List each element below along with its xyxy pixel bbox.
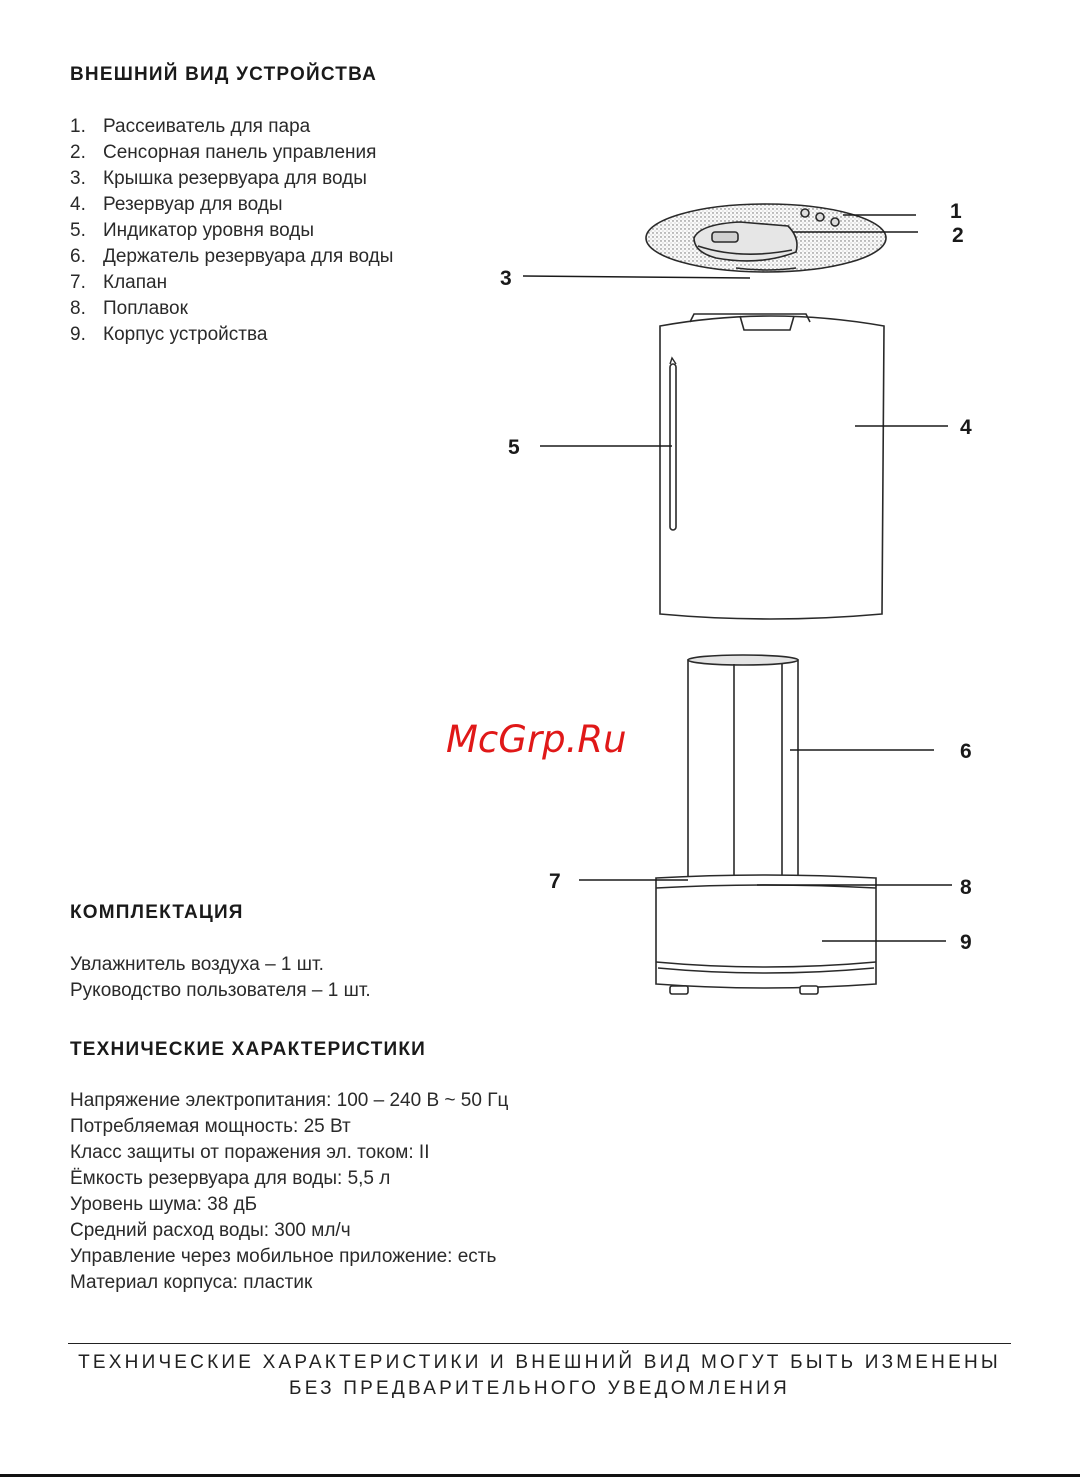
callout-4: 4: [960, 416, 972, 439]
item-number: 7.: [70, 272, 86, 293]
spec-row: Ёмкость резервуара для воды: 5,5 л: [70, 1168, 391, 1189]
item-number: 5.: [70, 220, 86, 241]
item-number: 3.: [70, 168, 86, 189]
callout-1: 1: [950, 200, 962, 223]
holder-part: [688, 655, 798, 890]
item-number: 1.: [70, 116, 86, 137]
callout-7: 7: [549, 870, 561, 893]
specs-heading: ТЕХНИЧЕСКИЕ ХАРАКТЕРИСТИКИ: [70, 1039, 427, 1060]
footer-line-2: БЕЗ ПРЕДВАРИТЕЛЬНОГО УВЕДОМЛЕНИЯ: [289, 1378, 790, 1399]
watermark: McGrp.Ru: [446, 718, 627, 761]
footer-divider: [68, 1343, 1011, 1344]
footer-note: [68, 1350, 1011, 1402]
callout-8: 8: [960, 876, 972, 899]
spec-row: Управление через мобильное приложение: есть: [70, 1246, 497, 1267]
item-text: Корпус устройства: [103, 324, 268, 345]
spec-row: Потребляемая мощность: 25 Вт: [70, 1116, 351, 1137]
spec-row: Напряжение электропитания: 100 – 240 В ~ 50 Гц: [70, 1090, 509, 1111]
leader-line-3: [523, 276, 750, 278]
callout-3: 3: [500, 267, 512, 290]
callout-9: 9: [960, 931, 972, 954]
package-heading: КОМПЛЕКТАЦИЯ: [70, 902, 244, 923]
spec-row: Средний расход воды: 300 мл/ч: [70, 1220, 351, 1241]
base-part: [656, 875, 876, 994]
tank-part: [660, 314, 884, 619]
item-number: 9.: [70, 324, 86, 345]
item-text: Поплавок: [103, 298, 188, 319]
item-number: 6.: [70, 246, 86, 267]
item-number: 4.: [70, 194, 86, 215]
item-text: Сенсорная панель управления: [103, 142, 377, 163]
item-text: Держатель резервуара для воды: [103, 246, 394, 267]
spec-row: Материал корпуса: пластик: [70, 1272, 313, 1293]
appearance-heading: ВНЕШНИЙ ВИД УСТРОЙСТВА: [70, 64, 377, 85]
callout-5: 5: [508, 436, 520, 459]
lid-part: [646, 204, 886, 272]
item-text: Крышка резервуара для воды: [103, 168, 367, 189]
list-item: Руководство пользователя – 1 шт.: [70, 980, 371, 1001]
item-number: 2.: [70, 142, 86, 163]
item-text: Резервуар для воды: [103, 194, 283, 215]
item-text: Индикатор уровня воды: [103, 220, 314, 241]
spec-row: Уровень шума: 38 дБ: [70, 1194, 258, 1215]
spec-row: Класс защиты от поражения эл. током: II: [70, 1142, 430, 1163]
list-item: Увлажнитель воздуха – 1 шт.: [70, 954, 324, 975]
callout-6: 6: [960, 740, 972, 763]
item-text: Рассеиватель для пара: [103, 116, 311, 137]
item-number: 8.: [70, 298, 86, 319]
item-text: Клапан: [103, 272, 168, 293]
callout-2: 2: [952, 224, 964, 247]
footer-line-1: ТЕХНИЧЕСКИЕ ХАРАКТЕРИСТИКИ И ВНЕШНИЙ ВИД МОГУТ БЫТЬ ИЗМЕНЕНЫ: [78, 1352, 1001, 1373]
